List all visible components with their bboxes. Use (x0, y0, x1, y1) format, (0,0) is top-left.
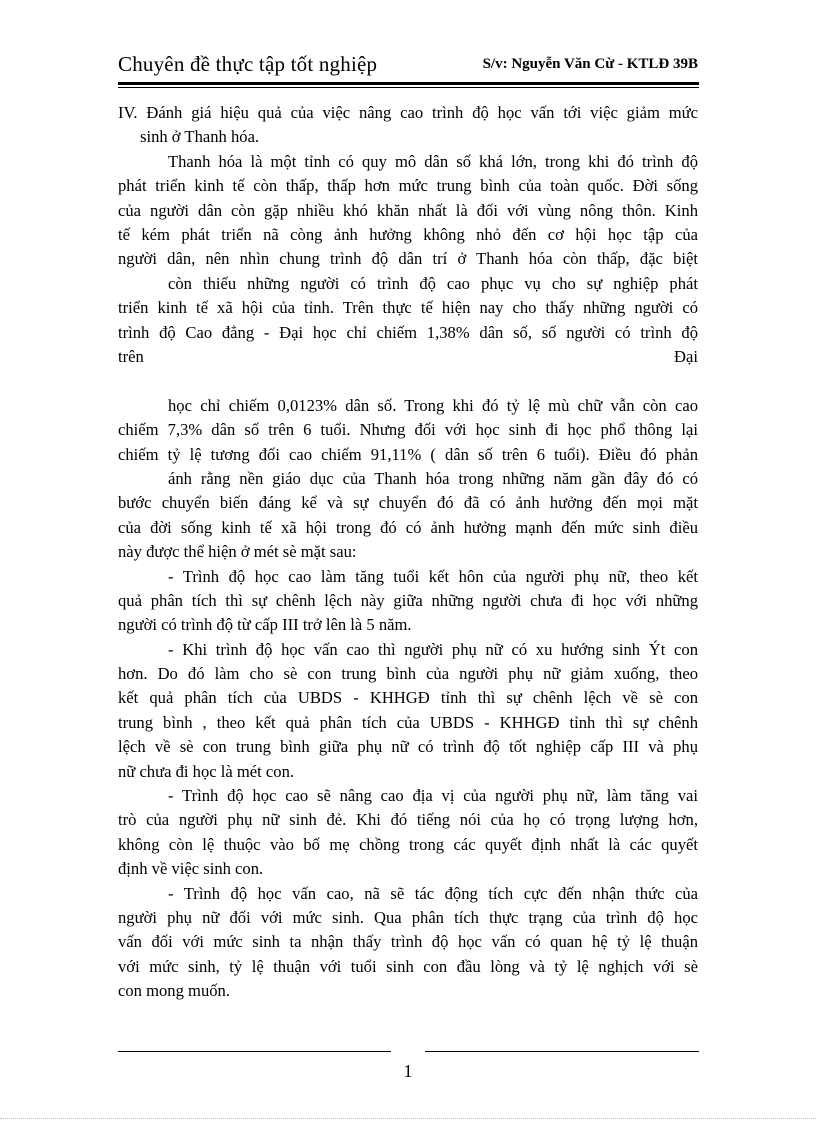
header-author: S/v: Nguyễn Văn Cừ - KTLĐ 39B (482, 56, 698, 72)
header-rule-thin (118, 87, 699, 88)
paragraph-line: Thanh hóa là một tỉnh có quy mô dân số khá lớn, trong khi đó trình độ (168, 151, 698, 171)
paragraph-line: này được thể hiện ở mét sè mặt sau: (118, 542, 357, 562)
paragraph-line: người dân, nên nhìn chung trình độ dân trí ở Thanh hóa còn thấp, đặc biệt (118, 249, 698, 269)
paragraph-line: nữ chưa đi học là mét con. (118, 761, 295, 781)
page-number: 1 (403, 1061, 413, 1081)
paragraph-line: triển kinh tế xã hội của tỉnh. Trên thực tế hiện nay cho thấy những người có (118, 298, 698, 318)
footer-rule-left (118, 1051, 391, 1052)
paragraph-line: - Trình độ học cao sẽ nâng cao địa vị của người phụ nữ, làm tăng vai (168, 786, 698, 806)
paragraph-line: trên Đại (118, 346, 698, 366)
header-title: Chuyên đề thực tập tốt nghiệp (118, 52, 378, 76)
paragraph-line: với mức sinh, tỷ lệ thuận với tuổi sinh con đầu lòng và tỷ lệ nghịch với sè (118, 956, 698, 976)
paragraph-line: người phụ nữ đối với mức sinh. Qua phân tích thực trạng của trình độ học (118, 908, 698, 927)
paragraph-line: của người dân còn gặp nhiều khó khăn nhất là đối với vùng nông thôn. Kinh (118, 200, 698, 220)
header-rule-thick (118, 82, 699, 85)
paragraph-line: của đời sống kinh tế xã hội trong đó có ảnh hưởng mạnh đến mức sinh điều (118, 517, 698, 537)
paragraph-line: vấn đối với mức sinh ta nhận thấy trình độ học vấn có quan hệ tỷ lệ thuận (118, 932, 698, 952)
paragraph-line: còn thiếu những người có trình độ cao phục vụ cho sự nghiệp phát (168, 273, 698, 293)
paragraph-line: lệch về sè con trung bình giữa phụ nữ có trình độ tốt nghiệp cấp III và phụ (118, 737, 698, 757)
paragraph-line: - Khi trình độ học vấn cao thì người phụ nữ có xu hướng sinh Ýt con (168, 639, 698, 659)
paragraph-line: chiếm 7,3% dân số trên 6 tuổi. Nhưng đối với học sinh đi học phổ thông lại (118, 420, 698, 440)
page-bottom-dotted-edge (0, 1118, 816, 1119)
section-heading-line-1: IV. Đánh giá hiệu quả của việc nâng cao trình độ học vấn tới việc giảm mức (118, 103, 698, 122)
paragraph-line: tế kém phát triển nã còng ảnh hưởng không nhỏ đến cơ hội học tập của (118, 224, 698, 244)
paragraph-line: chiếm tỷ lệ tương đối cao chiếm 91,11% ( dân số trên 6 tuổi). Điều đó phản (118, 444, 698, 464)
paragraph-line: bước chuyển biến đáng kể và sự chuyển đó đã có ảnh hưởng đến mọi mặt (118, 493, 698, 513)
paragraph-line: định về việc sinh con. (118, 859, 264, 879)
section-heading-line-2: sinh ở Thanh hóa. (140, 127, 260, 147)
paragraph-line: trình độ Cao đẳng - Đại học chỉ chiếm 1,38% dân số, số người có trình độ (118, 322, 698, 342)
paragraph-line: kết quả phân tích của UBDS - KHHGĐ tỉnh thì sự chênh lệch về sè con (118, 688, 698, 708)
paragraph-line: - Trình độ học vấn cao, nã sẽ tác động tích cực đến nhận thức của (168, 883, 698, 903)
paragraph-line: quả phân tích thì sự chênh lệch này giữa những người chưa đi học với những (118, 590, 698, 610)
page-header (118, 52, 698, 82)
paragraph-line: trung bình , theo kết quả phân tích của UBDS - KHHGĐ tỉnh thì sự chênh (118, 712, 698, 732)
paragraph-line: con mong muốn. (118, 981, 230, 1001)
paragraph-line: không còn lệ thuộc vào bố mẹ chồng trong các quyết định nhất là các quyết (118, 834, 698, 854)
footer-rule-right (425, 1051, 699, 1052)
paragraph-line: người có trình độ từ cấp III trở lên là 5 năm. (118, 615, 412, 635)
paragraph-line: hơn. Do đó làm cho sè con trung bình của người phụ nữ giảm xuống, theo (118, 664, 698, 684)
document-body (118, 101, 698, 1004)
paragraph-line: ánh rằng nền giáo dục của Thanh hóa trong những năm gần đây đó có (168, 468, 698, 488)
paragraph-line: học chỉ chiếm 0,0123% dân số. Trong khi đó tỷ lệ mù chữ vẫn còn cao (168, 395, 698, 415)
paragraph-line: - Trình độ học cao làm tăng tuổi kết hôn của người phụ nữ, theo kết (168, 566, 698, 586)
paragraph-line: phát triển kinh tế còn thấp, thấp hơn mức trung bình của toàn quốc. Đời sống (118, 176, 698, 196)
paragraph-line: trò của người phụ nữ sinh đẻ. Khi đó tiếng nói của họ có trọng lượng hơn, (118, 810, 698, 830)
